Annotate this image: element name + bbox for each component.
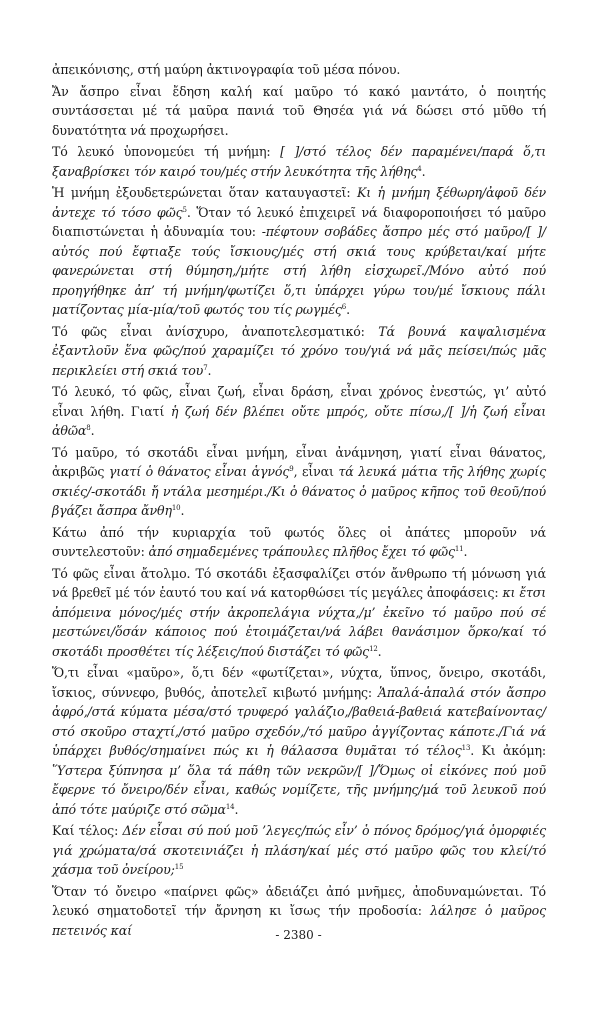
page-number: - 2380 - — [275, 928, 322, 942]
page-body — [52, 60, 546, 940]
text-run: . — [90, 423, 95, 438]
quoted-verse: Ὕστερα ξύπνησα μ’ ὅλα τά πάθη τῶν νεκρῶν/[ ]/Ὅμως οἱ εἰκόνες πού μοῦ ἔφερνε τό ὄνειρο/δέν εἶναι, καθώς νομίζετε, τῆς μνήμης/μά τοῦ λευκοῦ πού ἀπό τότε μαύριζε στό σῶμα — [52, 762, 546, 817]
footnote-ref: 4 — [417, 164, 422, 173]
footnote-ref: 15 — [174, 863, 184, 871]
quoted-verse: Κι ἡ μνήμη ξέθωρη/ἀφοῦ δέν ἀντεχε τό τόσο φῶς — [52, 185, 546, 220]
text-run: Τό μαῦρο, τό σκοτάδι εἶναι μνήμη, εἶναι ἀνάμνηση, γιατί εἶναι θάνατος, ἀκριβῶς — [52, 444, 546, 479]
paragraph — [52, 183, 546, 320]
quoted-verse: Ἁπαλά-ἁπαλά στόν ἄσπρο ἀφρό,/στά κύματα μέσα/στό τρυφερό γαλάζιο,/βαθειά-βαθειά κατεβαίνοντας/στό σκοῦρο σταχτί,/στό μαῦρο σχεδόν,/τό μαῦρο ἀγγίζοντας κάποτε./Γιά νά ὑπάρχει βυθός/σημαίνει πώς κι ἡ θάλασσα θυμᾶται τό τέλος — [52, 684, 546, 758]
text-run: Ὅ,τι εἶναι «μαῦρο», ὅ,τι δέν «φωτίζεται», νύχτα, ὕπνος, ὄνειρο, σκοτάδι, ἴσκιος, σύννεφο, βυθός, ἀποτελεῖ κιβωτό μνήμης: — [52, 665, 546, 700]
footnote-ref: 8 — [86, 424, 91, 432]
footnote-ref: 5 — [182, 205, 187, 214]
text-run: Κάτω ἀπό τήν κυριαρχία τοῦ φωτός ὅλες οἱ ἀπάτες μποροῦν νά συντελεστοῦν: — [52, 524, 546, 559]
text-run: Τό λευκό, τό φῶς, εἶναι ζωή, εἶναι δράση, εἶναι χρόνος ἐνεστώς, γι’ αὐτό εἶναι λήθη. Γιατί — [52, 384, 546, 419]
footnote-ref: 9 — [289, 465, 294, 473]
text-run: . Ὅταν τό λευκό ἐπιχειρεῖ νά διαφοροποιήσει τό μαῦρο διαπιστώνεται ἡ ἀδυναμία του: — [52, 204, 546, 239]
text-run: Ἡ μνήμη ἐξουδετερώνεται ὅταν καταυγαστεῖ: — [52, 185, 357, 200]
text-run: . — [421, 163, 426, 179]
paragraph — [52, 443, 546, 521]
text-run: . — [463, 544, 468, 559]
quoted-verse: τά λευκά μάτια τῆς λήθης χωρίς σκιές/-σκοτάδι ἤ ντάλα μεσημέρι./Κι ὁ θάνατος ὁ μαῦρος κῆπος τοῦ θεοῦ/πού βγάζει ἄσπρα ἄνθη — [52, 464, 546, 518]
text-run: . — [207, 362, 212, 378]
paragraph — [52, 821, 546, 880]
paragraph — [52, 322, 546, 381]
text-run: . — [234, 801, 239, 817]
text-run: Τό φῶς εἶναι ἄτολμο. Τό σκοτάδι ἐξασφαλίζει στόν ἄνθρωπο τή μόνωση γιά νά βρεθεῖ μέ τόν ἑαυτό του καί νά κατορθώσει τίς μεγάλες ἀποφάσεις: — [52, 565, 546, 600]
paragraph — [52, 142, 546, 181]
paragraph — [52, 523, 546, 562]
quoted-verse: ἀπό σημαδεμένες τράπουλες πλῆθος ἔχει τό φῶς — [148, 544, 455, 559]
text-run: Τό φῶς εἶναι ἀνίσχυρο, ἀναποτελεσματικό: — [52, 323, 379, 339]
quoted-verse: Δέν εἶσαι σύ πού μοῦ ’λεγες/πώς εἶν’ ὁ πόνος δρόμος/γιά ὁμορφιές γιά χρώματα/σά σκοτεινιάζει ἡ πλάση/καί μές στό μαῦρο φῶς του κλεί/τό χάσμα τοῦ ὀνείρου; — [52, 823, 546, 877]
text-run: . — [346, 302, 350, 317]
text-run: , εἶναι — [293, 464, 339, 479]
quoted-verse: γιατί ὁ θάνατος εἶναι ἁγνός — [108, 464, 290, 479]
quoted-verse: -πέφτουν σοβάδες ἄσπρο μές στό μαῦρο/[ ]/αὐτός πού ἔφτιαξε τούς ἴσκιους/μές στή σκιά τους κρύβεται/καί μήτε φανερώνεται στή θύμηση,/μήτε στή λήθη εἰσχωρεῖ./Μόνο αὐτό πού προηγήθηκε ἀπ’ τή μνήμη/φωτίζει ὅ,τι ὑπάρχει γύρω του/μέ ἴσκιους πάλι ματίζοντας μία-μία/τοῦ φωτός του τίς ρωγμές — [52, 224, 546, 317]
quoted-verse: Τά βουνά καψαλισμένα ἐξαντλοῦν ἕνα φῶς/πού χαραμίζει τό χρόνο του/γιά νά μᾶς πείσει/πώς μᾶς περικλείει στή σκιά του — [52, 323, 546, 378]
text-run: Τό λευκό ὑπονομεύει τή μνήμη: — [52, 144, 281, 159]
quoted-verse: λάλησε ὁ μαῦρος πετεινός καί — [52, 903, 546, 938]
text-run: ἀπεικόνισης, στή μαύρη ἀκτινογραφία τοῦ μέσα πόνου. — [52, 62, 401, 77]
footnote-ref: 6 — [341, 303, 347, 311]
paragraph — [52, 564, 546, 662]
text-run: . Κι ἀκόμη: — [470, 743, 547, 758]
footnote-ref: 13 — [461, 744, 471, 752]
footnote-ref: 14 — [225, 802, 235, 811]
text-run: Ἄν ἄσπρο εἶναι ἔδηση καλή καί μαῦρο τό κακό μαντάτο, ὁ ποιητής συντάσσεται μέ τά μαῦρα πανιά τοῦ Θησέα γιά νά δώσει στό μῦθο τή δυνατότητα νά προχωρήσει. — [52, 83, 546, 138]
footnote-ref: 12 — [369, 644, 378, 653]
text-run: . — [180, 503, 185, 518]
paragraph — [52, 382, 546, 441]
quoted-verse: κι ἔτσι ἀπόμεινα μόνος/μές στήν ἀκροπελάγια νύχτα,/μ’ ἐκεῖνο τό μαῦρο πού σέ μεστώνει/ὅσάν κάποιος πού ἑτοιμάζεται/νά λάβει θανάσιμον ὅρκο/καί τό σκοτάδι προσθέτει τίς λέξεις/πού διστάζει τό φῶς — [52, 585, 546, 659]
footnote-ref: 10 — [171, 504, 181, 512]
footnote-ref: 7 — [203, 363, 208, 372]
paragraph — [52, 60, 546, 80]
footnote-ref: 11 — [454, 545, 464, 553]
quoted-verse: ἡ ζωή δέν βλέπει οὔτε μπρός, οὔτε πίσω,/[ ]/ἡ ζωή εἶναι ἀθῶα — [52, 403, 546, 438]
text-run: . — [377, 643, 382, 659]
text-run: Ὅταν τό ὄνειρο «παίρνει φῶς» ἀδειάζει ἀπό μνῆμες, ἀποδυναμώνεται. Τό λευκό σηματοδοτεῖ τήν ἄρνηση κι ἴσως τήν προδοσία: — [52, 883, 546, 918]
paragraph — [52, 82, 546, 141]
quoted-verse: [ ]/στό τέλος δέν παραμένει/παρά ὅ,τι ξαναβρίσκει τόν καιρό του/μές στήν λευκότητα τῆς λήθης — [52, 144, 546, 179]
paragraph — [52, 663, 546, 819]
text-run: Καί τέλος: — [52, 823, 123, 838]
